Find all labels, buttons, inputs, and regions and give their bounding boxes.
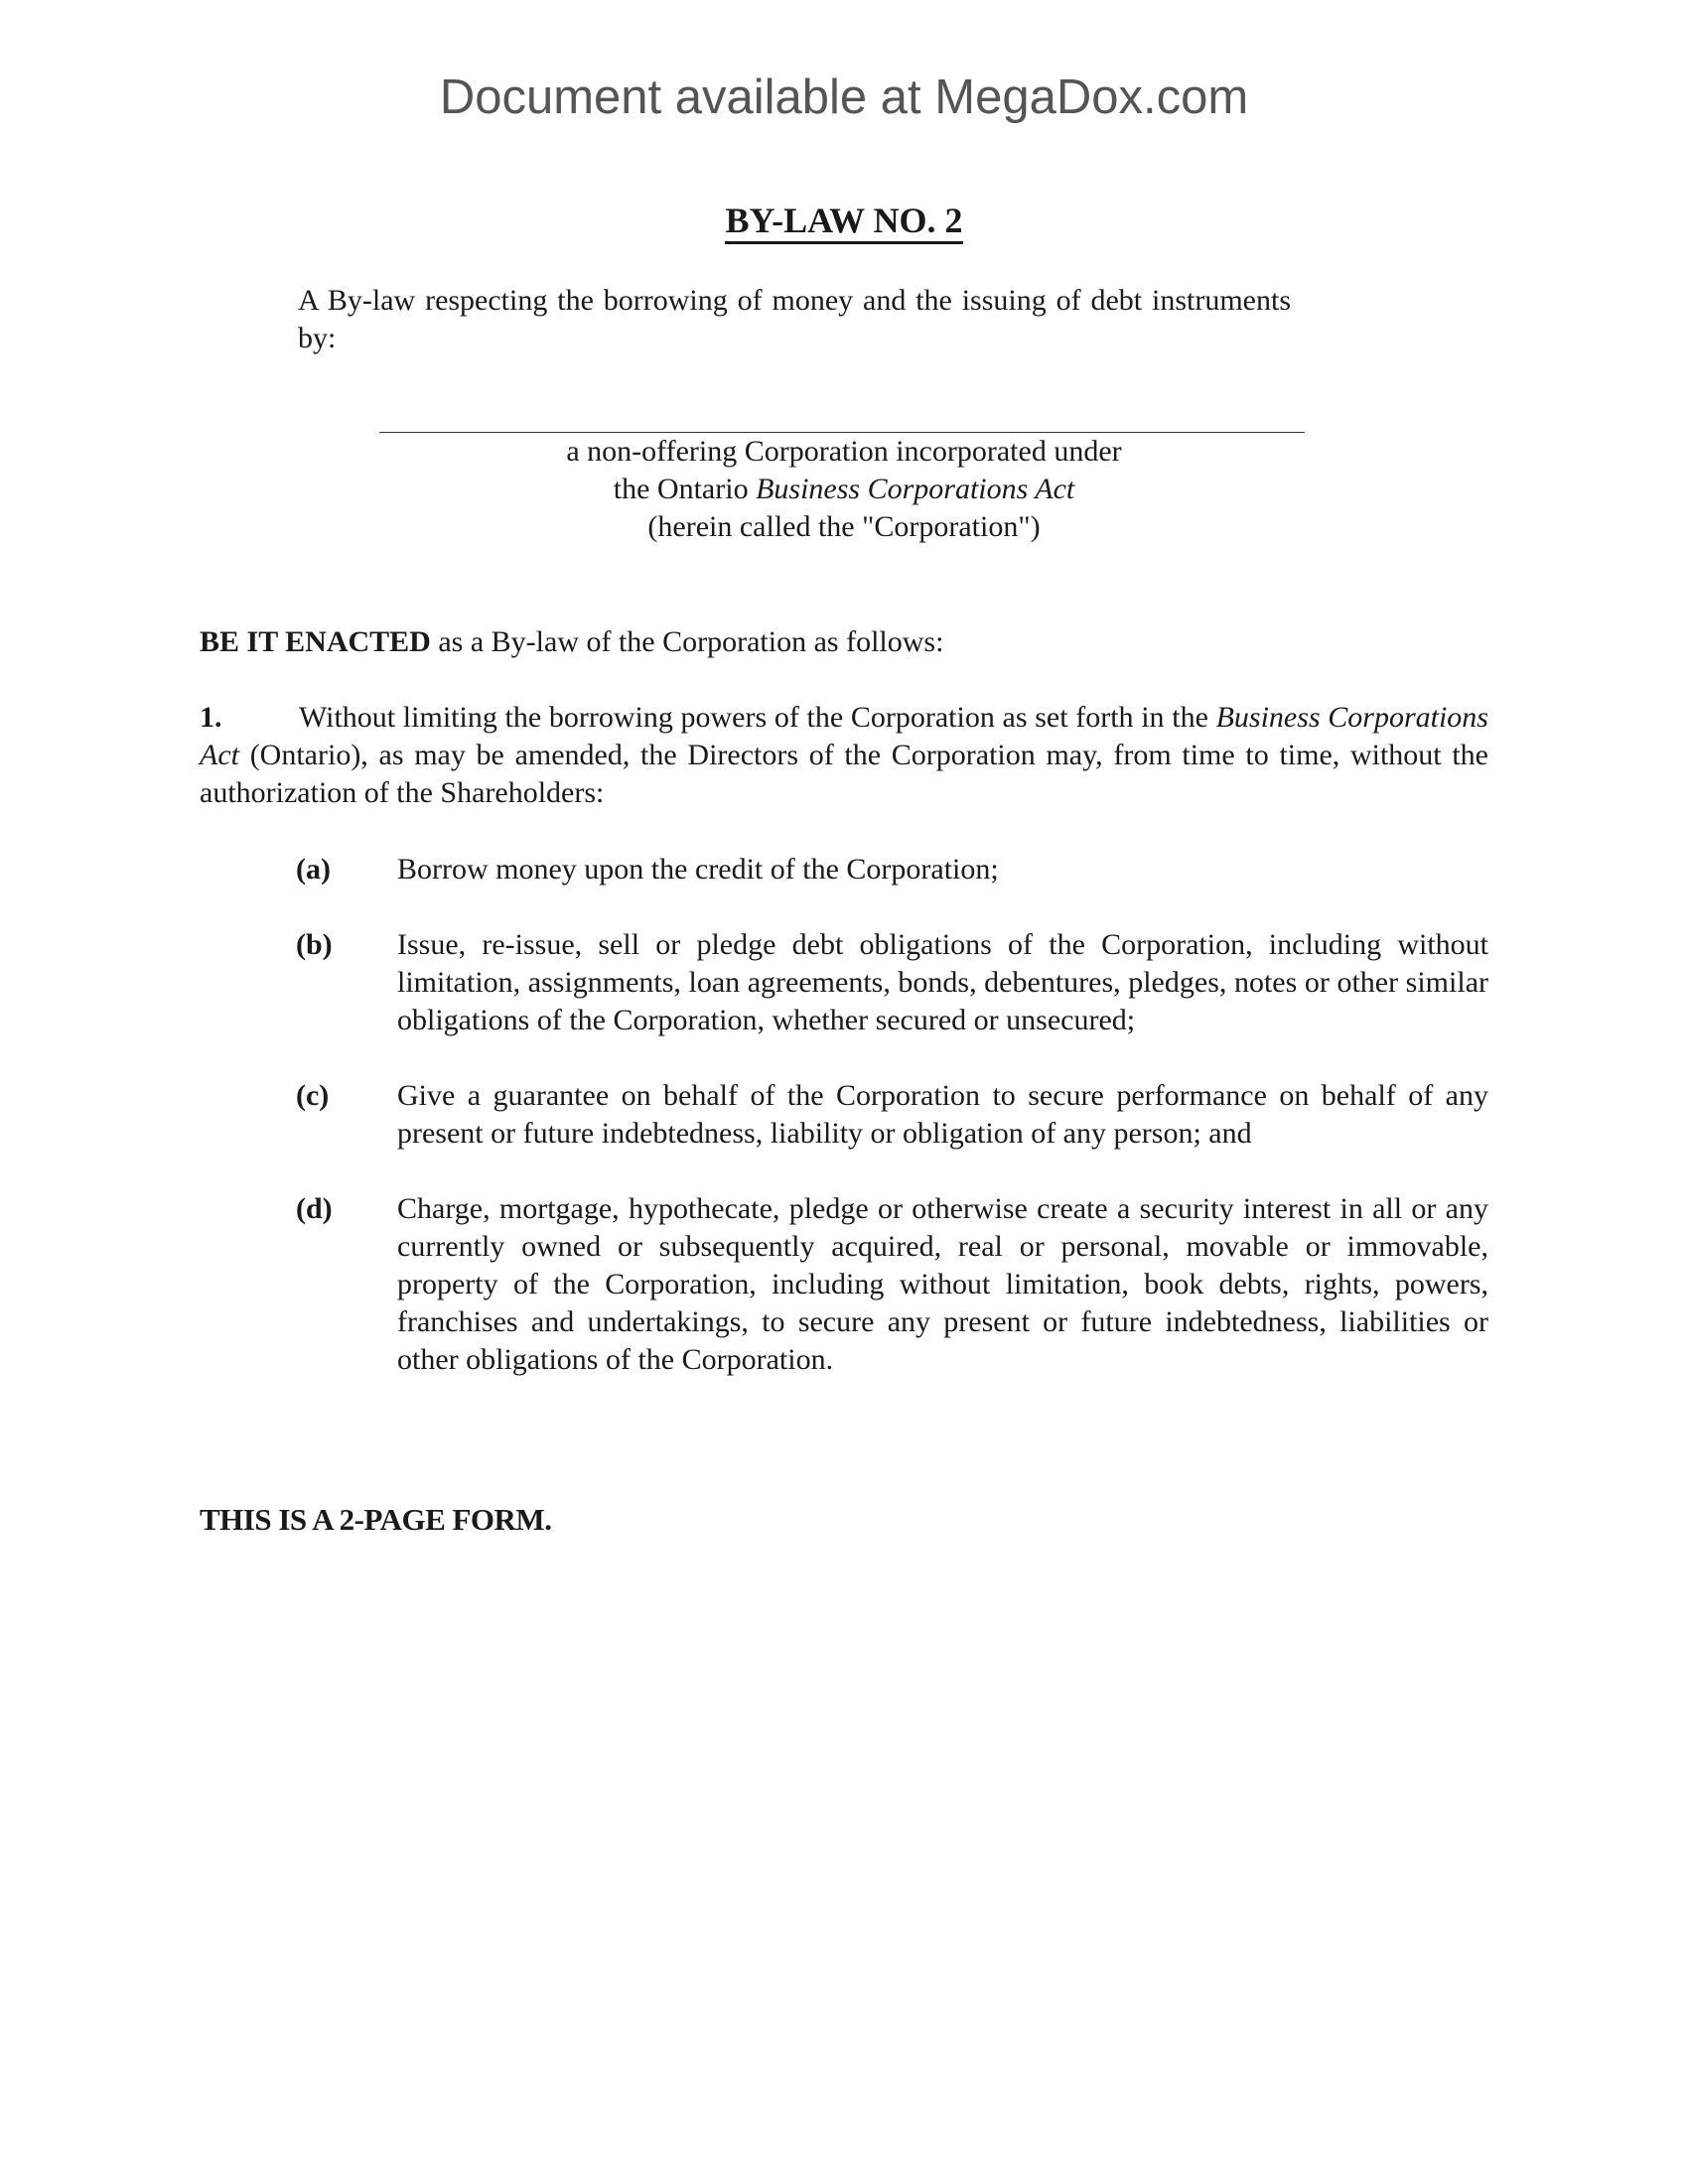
title-text: BY-LAW NO. 2 [725, 201, 962, 244]
document-title [0, 199, 1688, 242]
clause-1-number: 1. [200, 701, 222, 734]
subclause-b [296, 926, 1488, 1039]
subclause-text: Give a guarantee on behalf of the Corporation to secure performance on behalf of any present or future indebtedness, liability or obligation of any person; and [397, 1079, 1488, 1150]
clause-1 [200, 699, 1488, 812]
corporation-line-2-prefix: the Ontario [613, 473, 757, 505]
corporation-line-2 [298, 471, 1390, 508]
act-name: Business Corporations Act [756, 473, 1075, 505]
corporation-description [298, 433, 1390, 546]
source-banner: Document available at MegaDox.com [439, 70, 1249, 124]
corporation-line-1: a non-offering Corporation incorporated under [566, 435, 1122, 468]
page-count-note: THIS IS A 2-PAGE FORM. [200, 1502, 552, 1537]
subclause-c [296, 1077, 1488, 1153]
clause-1-act-name: Business Corporations Act [200, 701, 1488, 771]
subclause-text: Borrow money upon the credit of the Corporation; [397, 853, 999, 886]
subclause-letter: (a) [296, 853, 331, 886]
enacted-rest: as a By-law of the Corporation as follows: [430, 625, 944, 658]
enacting-clause [200, 623, 943, 661]
subclause-letter: (d) [296, 1192, 333, 1225]
subclause-text: Charge, mortgage, hypothecate, pledge or otherwise create a security interest in all or any currently owned or subsequently acquired, real or personal, movable or immovable, property of the Corporation, including without limitation, book debts, rights, powers, franchises and undertakings, to secure any present or future indebtedness, liabilities or other obligations of the Corporation. [397, 1192, 1488, 1376]
subclause-letter: (c) [296, 1079, 330, 1112]
subclause-d [296, 1190, 1488, 1379]
subclause-text: Issue, re-issue, sell or pledge debt obligations of the Corporation, including without limitation, assignments, loan agreements, bonds, debentures, pledges, notes or other similar obligations of the Corporation, whether secured or unsecured; [397, 928, 1488, 1036]
intro-paragraph: A By-law respecting the borrowing of money and the issuing of debt instruments by: [298, 284, 1291, 354]
subclause-list [296, 851, 1488, 1417]
corporation-line-3: (herein called the "Corporation") [647, 510, 1041, 543]
subclause-a [296, 851, 1488, 888]
subclause-letter: (b) [296, 928, 333, 961]
enacted-bold: BE IT ENACTED [200, 625, 431, 658]
clause-1-text-after: (Ontario), as may be amended, the Directors of the Corporation may, from time to time, without the authorization of the Shareholders: [200, 739, 1488, 809]
clause-1-text-before: Without limiting the borrowing powers of the Corporation as set forth in the [299, 701, 1216, 734]
